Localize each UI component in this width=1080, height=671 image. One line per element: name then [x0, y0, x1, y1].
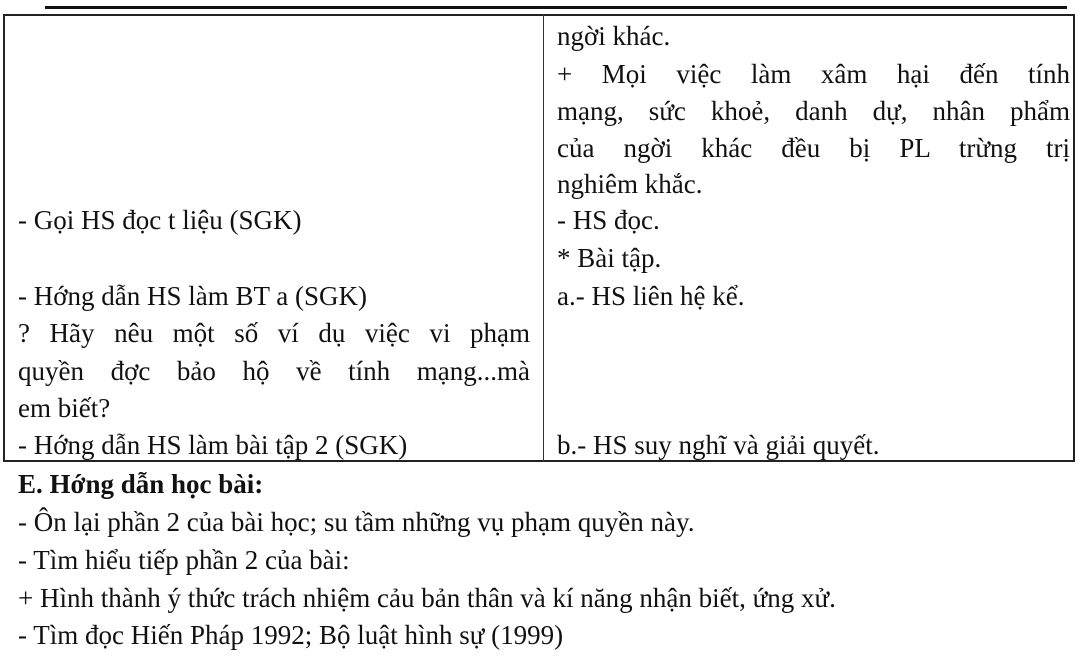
left-line: - Gọi HS đọc t liệu (SGK) [18, 205, 302, 235]
right-line: mạng, sức khoẻ, danh dự, nhân phẩm [557, 96, 1070, 126]
left-line: - Hớng dẫn HS làm bài tập 2 (SGK) [18, 430, 408, 460]
right-line: của ngời khác đều bị PL trừng trị [557, 133, 1070, 163]
right-line: * Bài tập. [557, 243, 662, 273]
header-rule [45, 6, 1067, 9]
left-line: ? Hãy nêu một số ví dụ việc vi phạm [18, 318, 530, 348]
right-line: b.- HS suy nghĩ và giải quyết. [557, 430, 880, 460]
section-line: - Tìm đọc Hiến Pháp 1992; Bộ luật hình sự (1999) [18, 620, 564, 650]
right-line: - HS đọc. [557, 205, 660, 235]
section-line: - Tìm hiểu tiếp phần 2 của bài: [18, 545, 350, 575]
column-divider [543, 14, 544, 462]
right-line: + Mọi việc làm xâm hại đến tính [557, 59, 1070, 89]
left-line: - Hớng dẫn HS làm BT a (SGK) [18, 281, 367, 311]
section-heading: E. Hớng dẫn học bài: [18, 469, 264, 499]
right-line: a.- HS liên hệ kể. [557, 281, 745, 311]
section-line: - Ôn lại phần 2 của bài học; su tầm những vụ phạm quyền này. [18, 507, 695, 537]
section-line: + Hình thành ý thức trách nhiệm cảu bản thân và kí năng nhận biết, ứng xử. [18, 583, 836, 613]
left-line: em biết? [18, 393, 111, 423]
right-line: nghiêm khắc. [557, 169, 703, 199]
right-line: ngời khác. [557, 21, 671, 51]
left-line: quyền đợc bảo hộ về tính mạng...mà [18, 356, 530, 386]
